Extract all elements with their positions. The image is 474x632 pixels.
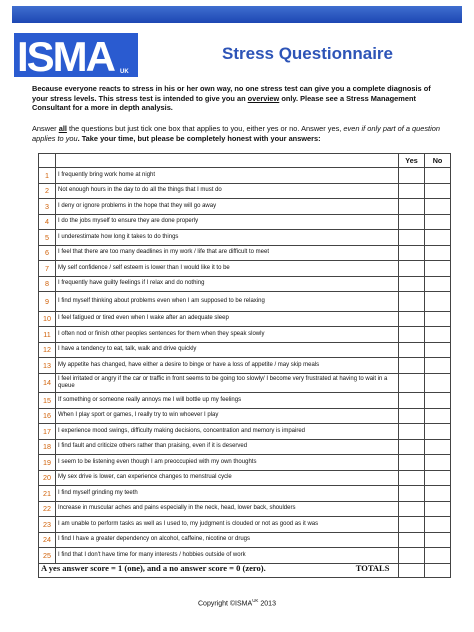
score-no: no <box>169 563 179 574</box>
yes-checkbox-cell[interactable] <box>399 342 425 358</box>
no-checkbox-cell[interactable] <box>425 245 451 261</box>
question-row <box>39 230 451 246</box>
score-mid: answer score = 1 (one), and a <box>60 563 170 574</box>
score-yes: yes <box>48 563 61 574</box>
total-yes-cell[interactable] <box>399 563 425 577</box>
question-row <box>39 327 451 343</box>
question-row <box>39 408 451 424</box>
question-text: I frequently have guilty feelings if I relax and do nothing <box>56 276 399 292</box>
intro-paragraph <box>32 84 442 113</box>
yes-checkbox-cell[interactable] <box>399 424 425 440</box>
yes-checkbox-cell[interactable] <box>399 532 425 548</box>
no-checkbox-cell[interactable] <box>425 532 451 548</box>
no-checkbox-cell[interactable] <box>425 455 451 471</box>
yes-checkbox-cell[interactable] <box>399 470 425 486</box>
no-checkbox-cell[interactable] <box>425 439 451 455</box>
no-checkbox-cell[interactable] <box>425 470 451 486</box>
yes-checkbox-cell[interactable] <box>399 455 425 471</box>
no-checkbox-cell[interactable] <box>425 393 451 409</box>
yes-checkbox-cell[interactable] <box>399 311 425 327</box>
question-row <box>39 342 451 358</box>
question-row <box>39 214 451 230</box>
no-checkbox-cell[interactable] <box>425 199 451 215</box>
score-legend <box>39 563 399 577</box>
question-text: I underestimate how long it takes to do things <box>56 230 399 246</box>
total-no-cell[interactable] <box>425 563 451 577</box>
question-number: 20 <box>39 470 56 486</box>
intro-part1: Because everyone reacts to stress in his or her own way, no one stress test can give you a complete diagnosis of your stress levels. This stress test is intended to give you an <box>32 84 431 103</box>
question-number: 11 <box>39 327 56 343</box>
question-text: My sex drive is lower, can experience changes to menstrual cycle <box>56 470 399 486</box>
no-checkbox-cell[interactable] <box>425 486 451 502</box>
no-checkbox-cell[interactable] <box>425 358 451 374</box>
question-number: 8 <box>39 276 56 292</box>
no-checkbox-cell[interactable] <box>425 276 451 292</box>
yes-checkbox-cell[interactable] <box>399 168 425 184</box>
question-text: I feel irritated or angry if the car or traffic in front seems to be going too slowly/ I become very frustrated at having to wait in a queue <box>56 373 399 393</box>
question-number: 5 <box>39 230 56 246</box>
no-checkbox-cell[interactable] <box>425 230 451 246</box>
no-checkbox-cell[interactable] <box>425 548 451 564</box>
no-checkbox-cell[interactable] <box>425 373 451 393</box>
copyright-pre: Copyright ©ISMA <box>198 600 253 608</box>
header-no: No <box>425 154 451 168</box>
score-a: A <box>41 563 49 574</box>
question-row <box>39 183 451 199</box>
question-number: 18 <box>39 439 56 455</box>
question-text: If something or someone really annoys me I will bottle up my feelings <box>56 393 399 409</box>
question-text: I frequently bring work home at night <box>56 168 399 184</box>
question-number: 1 <box>39 168 56 184</box>
question-number: 7 <box>39 261 56 277</box>
question-number: 19 <box>39 455 56 471</box>
yes-checkbox-cell[interactable] <box>399 327 425 343</box>
intro-underlined: overview <box>247 93 280 103</box>
question-row <box>39 439 451 455</box>
question-number: 21 <box>39 486 56 502</box>
question-number: 10 <box>39 311 56 327</box>
yes-checkbox-cell[interactable] <box>399 517 425 533</box>
no-checkbox-cell[interactable] <box>425 517 451 533</box>
questionnaire-table <box>38 153 451 578</box>
question-text: When I play sport or games, I really try to win whoever I play <box>56 408 399 424</box>
no-checkbox-cell[interactable] <box>425 183 451 199</box>
question-number: 13 <box>39 358 56 374</box>
no-checkbox-cell[interactable] <box>425 261 451 277</box>
no-checkbox-cell[interactable] <box>425 311 451 327</box>
question-number: 15 <box>39 393 56 409</box>
yes-checkbox-cell[interactable] <box>399 548 425 564</box>
no-checkbox-cell[interactable] <box>425 501 451 517</box>
page-title: Stress Questionnaire <box>222 44 394 63</box>
instr-mid: the questions but just tick one box that applies to you, either yes or no. Answer yes, <box>66 124 344 133</box>
yes-checkbox-cell[interactable] <box>399 276 425 292</box>
instr-italic: even if only part of a question applies to you <box>32 124 440 143</box>
header-blank-question <box>56 154 399 168</box>
question-row <box>39 486 451 502</box>
question-row <box>39 424 451 440</box>
question-row <box>39 261 451 277</box>
header-blank-num <box>39 154 56 168</box>
intro-part2: only. Please see a Stress Management Consultant for a more in depth analysis. <box>32 93 416 113</box>
question-number: 9 <box>39 292 56 312</box>
no-checkbox-cell[interactable] <box>425 292 451 312</box>
question-text: I find fault and criticize others rather than praising, even if it is deserved <box>56 439 399 455</box>
question-row <box>39 532 451 548</box>
question-number: 3 <box>39 199 56 215</box>
question-row <box>39 311 451 327</box>
question-row <box>39 358 451 374</box>
question-text: I experience mood swings, difficulty making decisions, concentration and memory is impaired <box>56 424 399 440</box>
question-row <box>39 455 451 471</box>
yes-checkbox-cell[interactable] <box>399 501 425 517</box>
question-number: 22 <box>39 501 56 517</box>
no-checkbox-cell[interactable] <box>425 168 451 184</box>
questions-body <box>39 168 451 564</box>
copyright-post: 2013 <box>258 600 276 608</box>
yes-checkbox-cell[interactable] <box>399 486 425 502</box>
yes-checkbox-cell[interactable] <box>399 439 425 455</box>
question-text: My appetite has changed, have either a desire to binge or have a loss of appetite / may skip meals <box>56 358 399 374</box>
question-text: I am unable to perform tasks as well as I used to, my judgment is clouded or not as good as it was <box>56 517 399 533</box>
yes-checkbox-cell[interactable] <box>399 292 425 312</box>
no-checkbox-cell[interactable] <box>425 408 451 424</box>
header-yes: Yes <box>399 154 425 168</box>
question-text: I often nod or finish other peoples sentences for them when they speak slowly <box>56 327 399 343</box>
instr-bold: . Take your time, but please be completely honest with your answers: <box>77 133 321 143</box>
question-number: 16 <box>39 408 56 424</box>
question-number: 23 <box>39 517 56 533</box>
yes-checkbox-cell[interactable] <box>399 261 425 277</box>
yes-checkbox-cell[interactable] <box>399 245 425 261</box>
copyright-sup: UK <box>252 598 259 603</box>
yes-checkbox-cell[interactable] <box>399 393 425 409</box>
no-checkbox-cell[interactable] <box>425 214 451 230</box>
header-bar <box>12 6 462 23</box>
question-text: I feel fatigued or tired even when I wake after an adequate sleep <box>56 311 399 327</box>
question-row <box>39 470 451 486</box>
isma-logo <box>14 33 138 77</box>
question-row <box>39 276 451 292</box>
no-checkbox-cell[interactable] <box>425 424 451 440</box>
instr-pre: Answer <box>32 124 59 133</box>
question-text: I find myself thinking about problems even when I am supposed to be relaxing <box>56 292 399 312</box>
question-row <box>39 373 451 393</box>
question-text: I deny or ignore problems in the hope that they will go away <box>56 199 399 215</box>
yes-checkbox-cell[interactable] <box>399 199 425 215</box>
question-number: 4 <box>39 214 56 230</box>
question-number: 6 <box>39 245 56 261</box>
yes-checkbox-cell[interactable] <box>399 358 425 374</box>
no-checkbox-cell[interactable] <box>425 327 451 343</box>
question-row <box>39 501 451 517</box>
copyright <box>0 598 474 607</box>
question-text: I seem to be listening even though I am preoccupied with my own thoughts <box>56 455 399 471</box>
instructions-paragraph <box>32 124 452 143</box>
question-row <box>39 168 451 184</box>
question-row <box>39 393 451 409</box>
question-text: I do the jobs myself to ensure they are done properly <box>56 214 399 230</box>
question-number: 14 <box>39 373 56 393</box>
yes-checkbox-cell[interactable] <box>399 183 425 199</box>
question-row <box>39 548 451 564</box>
svg-text:UK: UK <box>120 69 129 75</box>
question-row <box>39 292 451 312</box>
question-row <box>39 517 451 533</box>
question-text: Not enough hours in the day to do all the things that I must do <box>56 183 399 199</box>
question-text: Increase in muscular aches and pains especially in the neck, head, lower back, shoulders <box>56 501 399 517</box>
score-end: answer score = 0 (zero). <box>178 563 266 574</box>
question-text: I find I have a greater dependency on alcohol, caffeine, nicotine or drugs <box>56 532 399 548</box>
yes-checkbox-cell[interactable] <box>399 214 425 230</box>
totals-label: TOTALS <box>355 563 390 574</box>
instr-all: all <box>58 124 67 133</box>
question-number: 12 <box>39 342 56 358</box>
yes-checkbox-cell[interactable] <box>399 408 425 424</box>
question-number: 17 <box>39 424 56 440</box>
question-text: I have a tendency to eat, talk, walk and drive quickly <box>56 342 399 358</box>
yes-checkbox-cell[interactable] <box>399 373 425 393</box>
no-checkbox-cell[interactable] <box>425 342 451 358</box>
question-row <box>39 245 451 261</box>
svg-text:ISMA: ISMA <box>17 33 114 77</box>
question-text: I find myself grinding my teeth <box>56 486 399 502</box>
yes-checkbox-cell[interactable] <box>399 230 425 246</box>
question-number: 25 <box>39 548 56 564</box>
question-text: I feel that there are too many deadlines in my work / life that are difficult to meet <box>56 245 399 261</box>
question-number: 24 <box>39 532 56 548</box>
question-row <box>39 199 451 215</box>
question-text: My self confidence / self esteem is lower than I would like it to be <box>56 261 399 277</box>
question-text: I find that I don't have time for many interests / hobbies outside of work <box>56 548 399 564</box>
question-number: 2 <box>39 183 56 199</box>
